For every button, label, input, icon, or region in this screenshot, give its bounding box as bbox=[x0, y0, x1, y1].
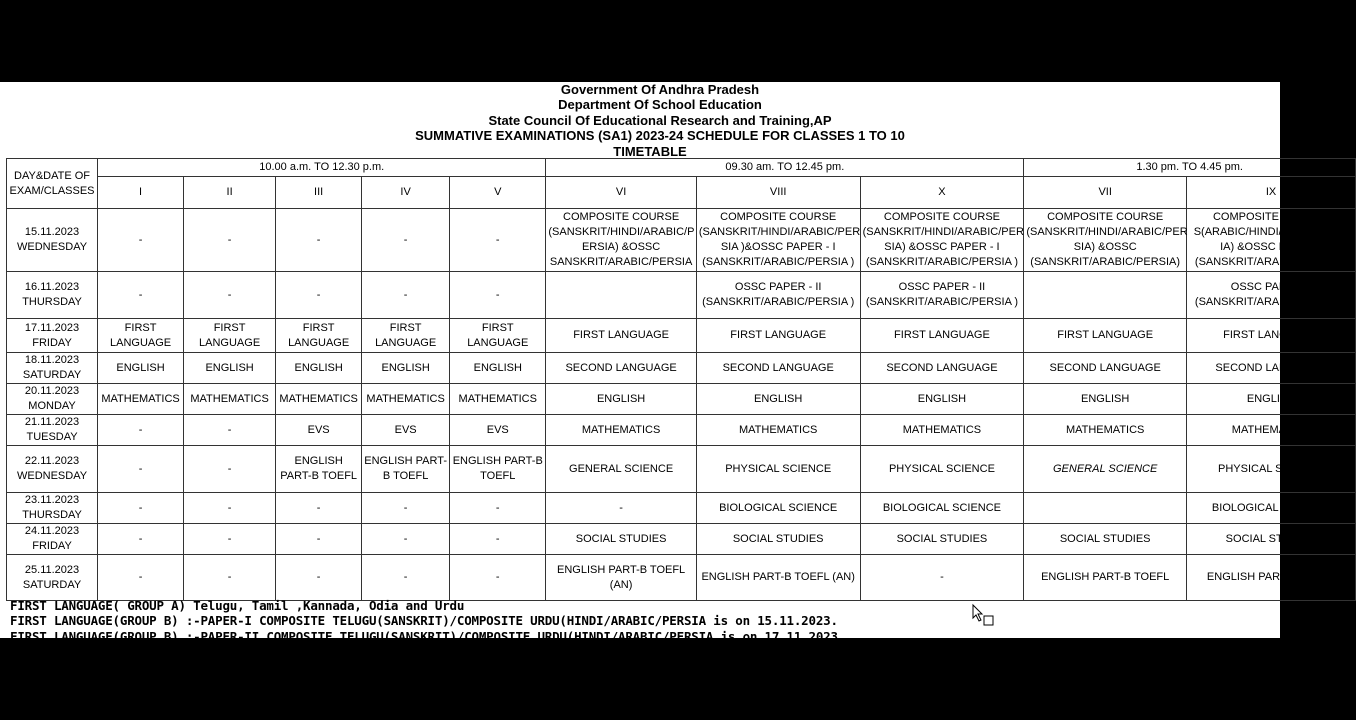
subject-cell: - bbox=[362, 524, 450, 555]
subject-cell: ENGLISH bbox=[1024, 384, 1187, 415]
table-row bbox=[7, 415, 1356, 446]
date-cell bbox=[7, 555, 98, 601]
table-row bbox=[7, 272, 1356, 319]
subject-cell: ENGLISH PART-B TOEFL bbox=[450, 446, 546, 493]
subject-cell bbox=[1024, 493, 1187, 524]
subject-cell: - bbox=[98, 272, 184, 319]
subject-cell: - bbox=[276, 555, 362, 601]
exam-day: THURSDAY bbox=[22, 509, 82, 521]
date-cell bbox=[7, 209, 98, 272]
subject-cell: FIRST LANGUAGE bbox=[184, 319, 276, 353]
subject-cell: - bbox=[276, 524, 362, 555]
exam-date: 21.11.2023 bbox=[24, 416, 80, 428]
subject-cell: ENGLISH PART-B TOEFL (AN) bbox=[696, 555, 860, 601]
subject-cell: SOCIAL STUDIES bbox=[1187, 524, 1356, 555]
class-header-iv: IV bbox=[362, 177, 450, 209]
subject-cell: - bbox=[184, 446, 276, 493]
exam-day: WEDNESDAY bbox=[16, 241, 88, 253]
table-row bbox=[7, 524, 1356, 555]
header-exam-title: SUMMATIVE EXAMINATIONS (SA1) 2023-24 SCHEDULE FOR CLASSES 1 TO 10 bbox=[415, 128, 905, 143]
exam-day: SATURDAY bbox=[22, 369, 82, 381]
footer-note-1: FIRST LANGUAGE( GROUP A) Telugu, Tamil ,Kannada, Odia and Urdu bbox=[10, 598, 465, 613]
subject-cell: PHYSICAL SCIENCE bbox=[1187, 446, 1356, 493]
subject-cell: - bbox=[860, 555, 1024, 601]
subject-cell: ENGLISH bbox=[362, 353, 450, 384]
exam-day: FRIDAY bbox=[32, 540, 72, 552]
class-header-viii: VIII bbox=[696, 177, 860, 209]
subject-cell: PHYSICAL SCIENCE bbox=[860, 446, 1024, 493]
timetable-sheet bbox=[0, 82, 1349, 644]
subject-cell: FIRST LANGUAGE bbox=[450, 319, 546, 353]
table-row bbox=[7, 446, 1356, 493]
subject-cell: FIRST LANGUAGE bbox=[1187, 319, 1356, 353]
subject-cell: - bbox=[184, 415, 276, 446]
class-header-ii: II bbox=[184, 177, 276, 209]
exam-date: 15.11.2023 bbox=[24, 226, 80, 238]
table-row bbox=[7, 493, 1356, 524]
table-row bbox=[7, 384, 1356, 415]
subject-cell bbox=[1024, 272, 1187, 319]
subject-cell: FIRST LANGUAGE bbox=[276, 319, 362, 353]
subject-cell bbox=[546, 272, 696, 319]
subject-cell: MATHEMATICS bbox=[1187, 415, 1356, 446]
exam-date: 16.11.2023 bbox=[24, 281, 80, 293]
subject-cell: ENGLISH bbox=[98, 353, 184, 384]
subject-cell: FIRST LANGUAGE bbox=[860, 319, 1024, 353]
time-group-forenoon: 09.30 am. TO 12.45 pm. bbox=[546, 159, 1024, 177]
date-cell bbox=[7, 524, 98, 555]
subject-cell: - bbox=[184, 493, 276, 524]
subject-cell: BIOLOGICAL SCIENCE bbox=[1187, 493, 1356, 524]
class-header-row bbox=[7, 177, 1356, 209]
mouse-cursor-icon bbox=[972, 604, 996, 630]
subject-cell: - bbox=[362, 493, 450, 524]
subject-cell: COMPOSITE COURSE S(ARABIC/HINDI/ARABIC/PER IA) &OSSC PAPER-I (SANSKRIT/ARABIC/PERSIA ) bbox=[1187, 209, 1356, 272]
subject-cell: ENGLISH PART-B TOEFL bbox=[362, 446, 450, 493]
date-cell bbox=[7, 353, 98, 384]
subject-cell: COMPOSITE COURSE (SANSKRIT/HINDI/ARABIC/P ERSIA) &OSSC SANSKRIT/ARABIC/PERSIA bbox=[546, 209, 696, 272]
exam-day: FRIDAY bbox=[32, 336, 72, 349]
header-department: Department Of School Education bbox=[558, 97, 762, 112]
subject-cell: MATHEMATICS bbox=[1024, 415, 1187, 446]
subject-cell: ENGLISH bbox=[276, 353, 362, 384]
subject-cell: SECOND LANGUAGE bbox=[860, 353, 1024, 384]
subject-cell: FIRST LANGUAGE bbox=[98, 319, 184, 353]
subject-cell: ENGLISH PART-B TOEFL bbox=[1024, 555, 1187, 601]
subject-cell: - bbox=[98, 209, 184, 272]
exam-day: MONDAY bbox=[28, 400, 76, 412]
subject-cell: - bbox=[184, 272, 276, 319]
table-row bbox=[7, 353, 1356, 384]
subject-cell: MATHEMATICS bbox=[276, 384, 362, 415]
subject-cell: COMPOSITE COURSE (SANSKRIT/HINDI/ARABIC/PER SIA) &OSSC (SANSKRIT/ARABIC/PERSIA) bbox=[1024, 209, 1187, 272]
subject-cell: ENGLISH bbox=[184, 353, 276, 384]
subject-cell: SECOND LANGUAGE bbox=[1024, 353, 1187, 384]
subject-cell: - bbox=[546, 493, 696, 524]
exam-date: 24.11.2023 bbox=[24, 525, 80, 537]
class-header-vi: VI bbox=[546, 177, 696, 209]
subject-cell: MATHEMATICS bbox=[450, 384, 546, 415]
subject-cell: ENGLISH bbox=[450, 353, 546, 384]
subject-cell: MATHEMATICS bbox=[860, 415, 1024, 446]
subject-cell: - bbox=[98, 493, 184, 524]
date-cell bbox=[7, 493, 98, 524]
corner-cell: DAY&DATE OF EXAM/CLASSES bbox=[7, 159, 98, 209]
subject-cell: FIRST LANGUAGE bbox=[1024, 319, 1187, 353]
subject-cell: - bbox=[276, 209, 362, 272]
class-header-x: X bbox=[860, 177, 1024, 209]
class-header-vii: VII bbox=[1024, 177, 1187, 209]
header-government: Government Of Andhra Pradesh bbox=[560, 82, 760, 97]
subject-cell: - bbox=[184, 209, 276, 272]
subject-cell: - bbox=[450, 209, 546, 272]
subject-cell: BIOLOGICAL SCIENCE bbox=[860, 493, 1024, 524]
class-header-v: V bbox=[450, 177, 546, 209]
subject-cell: FIRST LANGUAGE bbox=[546, 319, 696, 353]
subject-cell: MATHEMATICS bbox=[362, 384, 450, 415]
subject-cell: MATHEMATICS bbox=[184, 384, 276, 415]
subject-cell: GENERAL SCIENCE bbox=[546, 446, 696, 493]
subject-cell: ENGLISH PART-B TOEFL bbox=[276, 446, 362, 493]
subject-cell: EVS bbox=[276, 415, 362, 446]
class-header-ix: IX bbox=[1187, 177, 1356, 209]
subject-cell: SOCIAL STUDIES bbox=[1024, 524, 1187, 555]
subject-cell: - bbox=[184, 555, 276, 601]
time-group-morning: 10.00 a.m. TO 12.30 p.m. bbox=[98, 159, 546, 177]
subject-cell: - bbox=[362, 209, 450, 272]
subject-cell: - bbox=[450, 524, 546, 555]
table-row bbox=[7, 319, 1356, 353]
date-cell bbox=[7, 272, 98, 319]
subject-cell: COMPOSITE COURSE (SANSKRIT/HINDI/ARABIC/PER SIA) &OSSC PAPER - I (SANSKRIT/ARABIC/PERSIA ) bbox=[860, 209, 1024, 272]
subject-cell: FIRST LANGUAGE bbox=[362, 319, 450, 353]
subject-cell: EVS bbox=[362, 415, 450, 446]
subject-cell: - bbox=[362, 555, 450, 601]
subject-cell: OSSC PAPER - II (SANSKRIT/ARABIC/PERSIA ) bbox=[860, 272, 1024, 319]
subject-cell: - bbox=[276, 272, 362, 319]
subject-cell: SECOND LANGUAGE bbox=[546, 353, 696, 384]
date-cell bbox=[7, 384, 98, 415]
subject-cell: - bbox=[450, 493, 546, 524]
subject-cell: ENGLISH bbox=[696, 384, 860, 415]
subject-cell: ENGLISH PART-B TOEFL bbox=[1187, 555, 1356, 601]
header-council: State Council Of Educational Research and Training,AP bbox=[488, 113, 832, 128]
subject-cell: ENGLISH bbox=[1187, 384, 1356, 415]
subject-cell: COMPOSITE COURSE (SANSKRIT/HINDI/ARABIC/PER SIA )&OSSC PAPER - I (SANSKRIT/ARABIC/PERSIA ) bbox=[696, 209, 860, 272]
time-group-afternoon: 1.30 pm. TO 4.45 pm. bbox=[1024, 159, 1356, 177]
subject-cell: MATHEMATICS bbox=[696, 415, 860, 446]
exam-day: THURSDAY bbox=[22, 296, 82, 308]
class-header-iii: III bbox=[276, 177, 362, 209]
subject-cell: GENERAL SCIENCE bbox=[1024, 446, 1187, 493]
footer-note-2: FIRST LANGUAGE(GROUP B) :-PAPER-I COMPOSITE TELUGU(SANSKRIT)/COMPOSITE URDU(HINDI/ARABIC/PERSIA is on 15.11.2023. bbox=[10, 613, 838, 628]
exam-date: 17.11.2023 bbox=[24, 321, 80, 334]
exam-day: TUESDAY bbox=[26, 431, 78, 443]
subject-cell: ENGLISH bbox=[860, 384, 1024, 415]
subject-cell: BIOLOGICAL SCIENCE bbox=[696, 493, 860, 524]
exam-date: 22.11.2023 bbox=[24, 455, 80, 467]
exam-day: SATURDAY bbox=[22, 578, 82, 591]
subject-cell: SOCIAL STUDIES bbox=[546, 524, 696, 555]
subject-cell: - bbox=[276, 493, 362, 524]
subject-cell: SECOND LANGUAGE bbox=[696, 353, 860, 384]
subject-cell: PHYSICAL SCIENCE bbox=[696, 446, 860, 493]
header-timetable: TIMETABLE bbox=[613, 144, 687, 159]
table-row bbox=[7, 209, 1356, 272]
date-cell bbox=[7, 319, 98, 353]
exam-date: 23.11.2023 bbox=[24, 494, 80, 506]
subject-cell: - bbox=[98, 555, 184, 601]
subject-cell: FIRST LANGUAGE bbox=[696, 319, 860, 353]
schedule-table bbox=[6, 158, 1356, 601]
subject-cell: EVS bbox=[450, 415, 546, 446]
exam-date: 18.11.2023 bbox=[24, 354, 80, 366]
subject-cell: OSSC PAPER-II (SANSKRIT/ARABIC/PERSIA ) bbox=[1187, 272, 1356, 319]
footer-note-3: FIRST LANGUAGE(GROUP B) :-PAPER-II COMPOSITE TELUGU(SANSKRIT)/COMPOSITE URDU(HINDI/ARABIC/PERSIA is on 17.11.2023. bbox=[10, 629, 846, 644]
subject-cell: - bbox=[362, 272, 450, 319]
subject-cell: ENGLISH PART-B TOEFL (AN) bbox=[546, 555, 696, 601]
subject-cell: - bbox=[98, 524, 184, 555]
subject-cell: MATHEMATICS bbox=[546, 415, 696, 446]
subject-cell: SOCIAL STUDIES bbox=[860, 524, 1024, 555]
exam-date: 20.11.2023 bbox=[24, 385, 80, 397]
time-header-row bbox=[7, 159, 1356, 177]
table-row bbox=[7, 555, 1356, 601]
subject-cell: MATHEMATICS bbox=[98, 384, 184, 415]
subject-cell: SOCIAL STUDIES bbox=[696, 524, 860, 555]
subject-cell: - bbox=[98, 415, 184, 446]
subject-cell: - bbox=[450, 555, 546, 601]
subject-cell: - bbox=[450, 272, 546, 319]
class-header-i: I bbox=[98, 177, 184, 209]
subject-cell: SECOND LANGUAGE bbox=[1187, 353, 1356, 384]
exam-day: WEDNESDAY bbox=[16, 470, 88, 482]
date-cell bbox=[7, 415, 98, 446]
date-cell bbox=[7, 446, 98, 493]
subject-cell: - bbox=[98, 446, 184, 493]
subject-cell: OSSC PAPER - II (SANSKRIT/ARABIC/PERSIA ) bbox=[696, 272, 860, 319]
exam-date: 25.11.2023 bbox=[24, 563, 80, 576]
subject-cell: ENGLISH bbox=[546, 384, 696, 415]
subject-cell: - bbox=[184, 524, 276, 555]
